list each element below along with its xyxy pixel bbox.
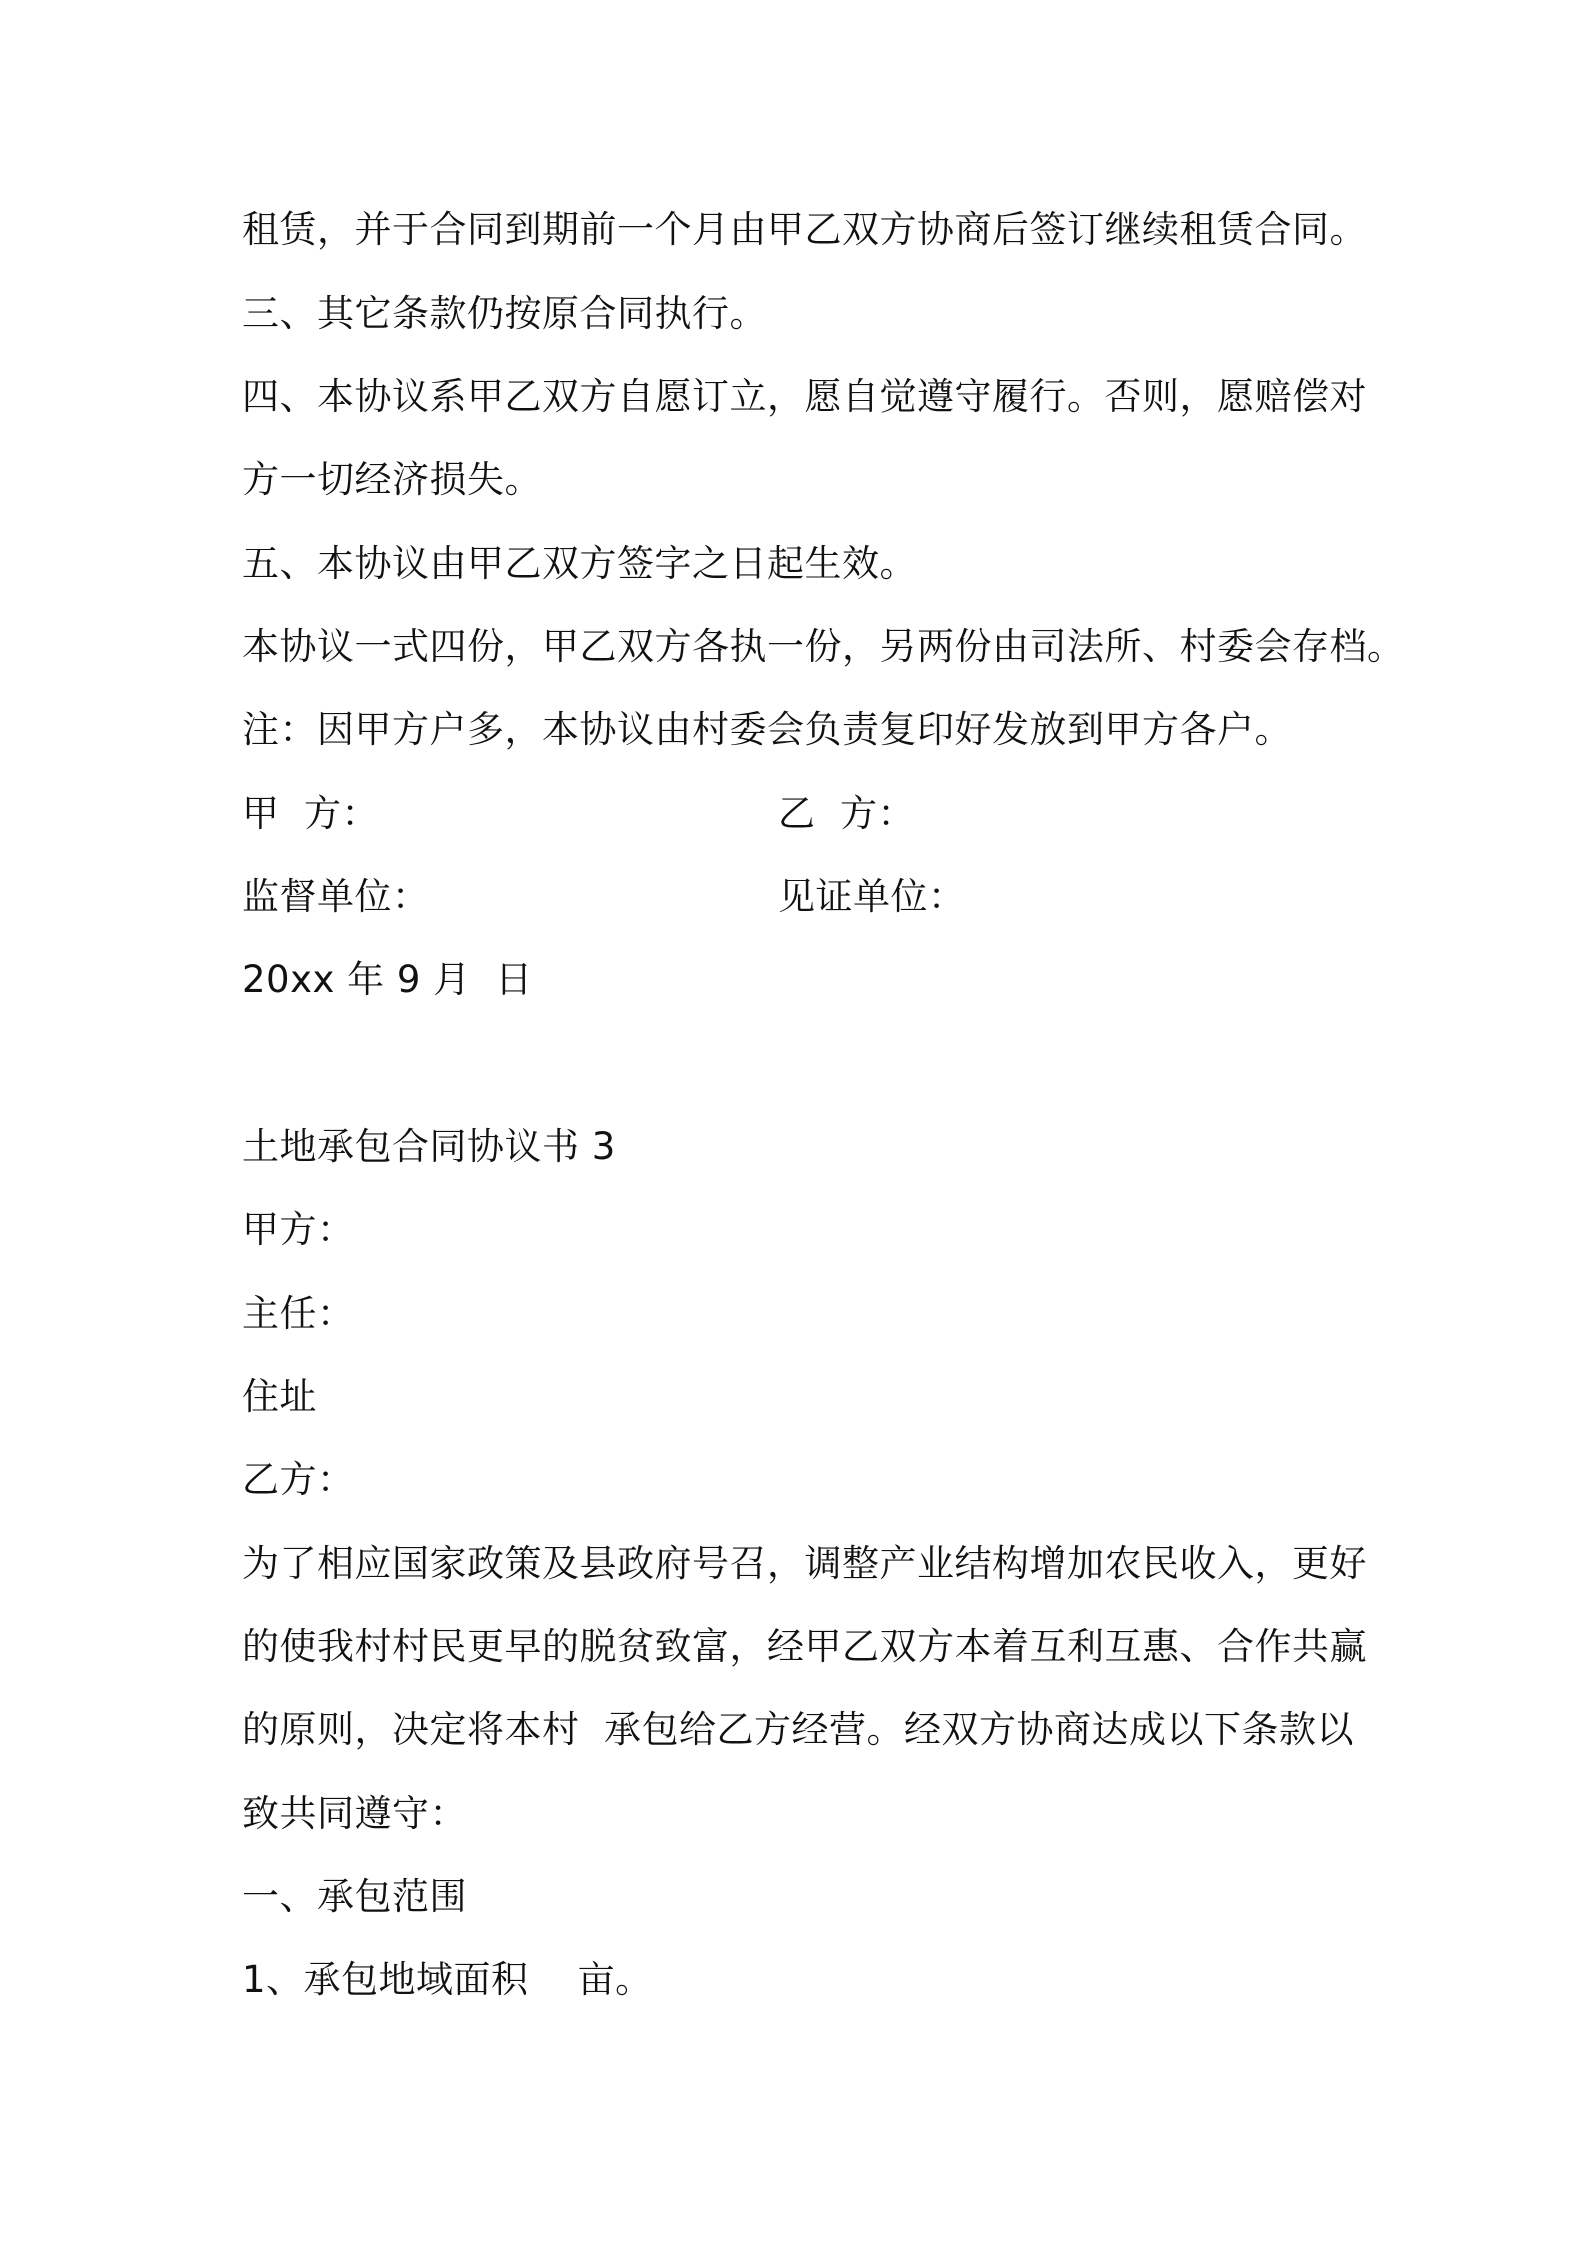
copies-note: 本协议一式四份，甲乙双方各执一份，另两份由司法所、村委会存档。 [242,625,1405,668]
signature-supervisor: 监督单位： [242,875,430,918]
intro-line-3: 的原则，决定将本村 承包给乙方经营。经双方协商达成以下条款以 [242,1708,1355,1751]
clause-4-line-2: 方一切经济损失。 [242,458,542,501]
field-party-a: 甲方： [242,1208,355,1251]
paragraph-lease-renewal: 租赁，并于合同到期前一个月由甲乙双方协商后签订继续租赁合同。 [242,208,1367,251]
intro-line-1: 为了相应国家政策及县政府号召，调整产业结构增加农民收入，更好 [242,1542,1367,1585]
intro-line-4: 致共同遵守： [242,1792,467,1835]
signature-party-b: 乙 方： [778,792,916,835]
signature-witness: 见证单位： [778,875,966,918]
field-party-b: 乙方： [242,1458,355,1501]
section-title: 土地承包合同协议书 3 [242,1125,616,1168]
clause-3: 三、其它条款仍按原合同执行。 [242,292,767,335]
field-director: 主任： [242,1292,355,1335]
clause-5: 五、本协议由甲乙双方签字之日起生效。 [242,542,917,585]
clause-area: 1、承包地域面积 亩。 [242,1958,653,2001]
intro-line-2: 的使我村村民更早的脱贫致富，经甲乙双方本着互利互惠、合作共赢 [242,1625,1367,1668]
distribution-note: 注：因甲方户多，本协议由村委会负责复印好发放到甲方各户。 [242,708,1292,751]
agreement-date: 20xx 年 9 月 日 [242,958,533,1001]
field-address: 住址 [242,1375,317,1418]
clause-4-line-1: 四、本协议系甲乙双方自愿订立，愿自觉遵守履行。否则，愿赔偿对 [242,375,1367,418]
clause-heading-scope: 一、承包范围 [242,1875,467,1918]
signature-party-a: 甲 方： [242,792,380,835]
